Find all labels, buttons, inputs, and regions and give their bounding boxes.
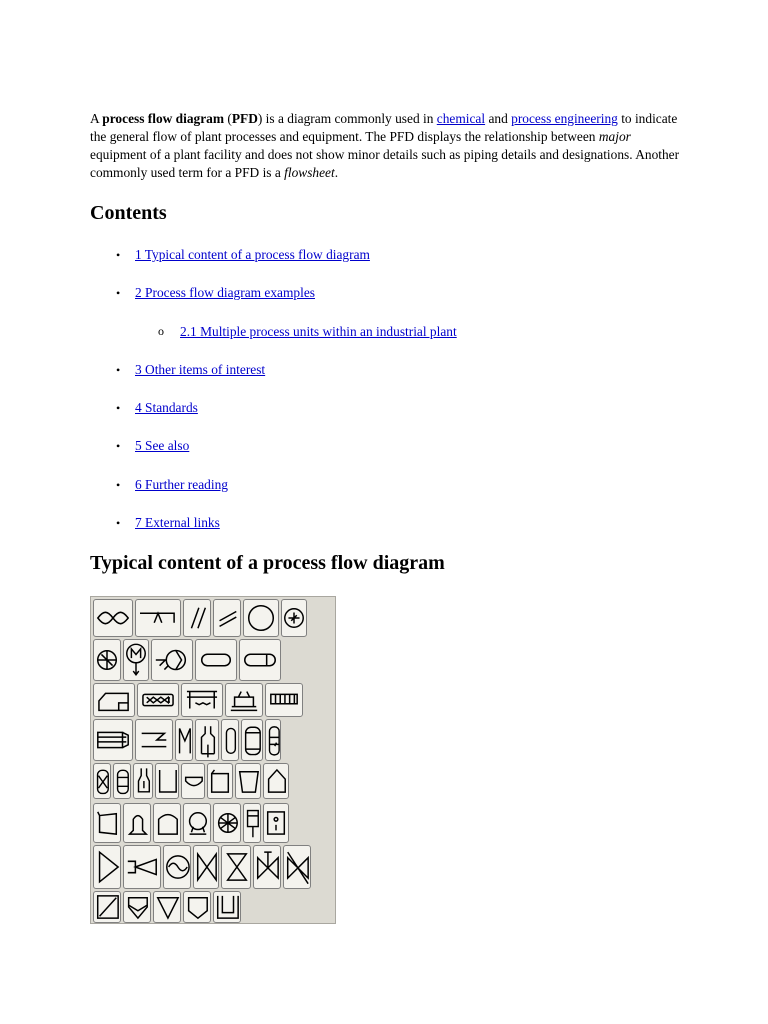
toc-link[interactable]: 7 External links (135, 515, 220, 531)
palette-symbol-21[interactable] (221, 719, 239, 761)
palette-symbol-33[interactable] (123, 803, 151, 843)
palette-symbol-43[interactable] (221, 845, 251, 889)
open-tank-icon (156, 764, 178, 798)
box-tank-icon (208, 764, 232, 798)
sub-bullet: o (158, 323, 164, 338)
palette-symbol-12[interactable] (93, 683, 135, 717)
palette-symbol-26[interactable] (133, 763, 153, 799)
palette-symbol-50[interactable] (213, 891, 241, 923)
toc-item (90, 476, 690, 514)
palette-symbol-22[interactable] (241, 719, 263, 761)
palette-symbol-40[interactable] (123, 845, 161, 889)
term-bold: process flow diagram (102, 111, 225, 126)
palette-symbol-38[interactable] (263, 803, 289, 843)
contents-heading: Contents (90, 202, 167, 224)
bullet: • (116, 248, 121, 262)
emphasis: flowsheet (284, 165, 335, 180)
palette-symbol-24[interactable] (93, 763, 111, 799)
valve-column-icon (244, 804, 260, 842)
double-u-icon (214, 892, 240, 922)
hourglass-icon (222, 846, 250, 888)
toc-item (90, 399, 690, 437)
palette-symbol-5[interactable] (243, 599, 279, 637)
palette-symbol-17[interactable] (93, 719, 133, 761)
toc-item (90, 361, 690, 399)
pill-vessel-icon (94, 764, 110, 798)
shield-icon (124, 892, 150, 922)
emphasis: major (598, 129, 631, 144)
trapezoid-tank-icon (236, 764, 260, 798)
flask-icon (134, 764, 152, 798)
toc-link[interactable]: 3 Other items of interest (135, 361, 266, 377)
palette-symbol-41[interactable] (163, 845, 191, 889)
pump-circle-icon (282, 600, 306, 636)
toc-link[interactable]: 1 Typical content of a process flow diagram (135, 247, 370, 262)
toc-link[interactable]: 5 See also (135, 438, 190, 454)
palette-symbol-27[interactable] (155, 763, 179, 799)
palette-symbol-44[interactable] (253, 845, 281, 889)
tower-icon (242, 720, 262, 760)
link-chemical[interactable]: chemical (436, 111, 486, 126)
toc-item (90, 246, 690, 284)
railcar-icon (226, 684, 262, 716)
intro-text: and (485, 111, 512, 126)
section-heading: Typical content of a process flow diagram (90, 552, 445, 574)
bullet: • (116, 439, 121, 454)
horizontal-drum-icon (196, 640, 236, 680)
palette-symbol-35[interactable] (183, 803, 211, 843)
gate-valve-icon (194, 846, 218, 888)
bullet: • (116, 362, 121, 377)
triangle-icon (94, 846, 120, 888)
intro-text: equipment of a plant facility and does not show minor details such as piping details and designations. Another commonly used term for a PFD is a (90, 147, 680, 180)
butterfly-valve-icon (124, 846, 160, 888)
pfd-symbol-palette (90, 596, 336, 924)
intro-text: to indicate the general flow of plant processes and equipment. The PFD displays the relationship between (90, 111, 678, 144)
bell-tank-icon (124, 804, 150, 842)
toc-link[interactable]: 6 Further reading (135, 476, 228, 492)
palette-symbol-6[interactable] (281, 599, 307, 637)
palette-symbol-11[interactable] (239, 639, 281, 681)
bullet: • (116, 286, 121, 301)
heat-exchanger-icon (138, 684, 178, 716)
double-slash-icon (184, 600, 210, 636)
circle-icon (244, 600, 278, 636)
sine-icon (164, 846, 190, 888)
s-break-icon (214, 600, 240, 636)
toc-subitem (90, 323, 690, 361)
down-triangle-icon (154, 892, 180, 922)
fan-icon (94, 640, 120, 680)
toc-link[interactable]: 2 Process flow diagram examples (135, 285, 315, 301)
filter-icon (266, 684, 302, 716)
intro-text: . (334, 165, 339, 180)
abbr-bold: PFD (231, 111, 258, 126)
mixer-vessel-icon (196, 720, 218, 760)
palette-symbol-15[interactable] (225, 683, 263, 717)
arch-tank-icon (154, 804, 180, 842)
roof-tank-icon (264, 764, 288, 798)
palette-symbol-42[interactable] (193, 845, 219, 889)
palette-symbol-10[interactable] (195, 639, 237, 681)
palette-symbol-14[interactable] (181, 683, 223, 717)
palette-symbol-46[interactable] (93, 891, 121, 923)
truck-icon (94, 684, 134, 716)
motor-icon (124, 640, 148, 680)
palette-symbol-25[interactable] (113, 763, 131, 799)
toc-link[interactable]: 2.1 Multiple process units within an industrial plant (180, 323, 457, 339)
palette-symbol-2[interactable] (135, 599, 181, 637)
palette-symbol-13[interactable] (137, 683, 179, 717)
packed-column-icon (266, 720, 280, 760)
palette-symbol-45[interactable] (283, 845, 311, 889)
intro-paragraph (90, 110, 690, 182)
palette-symbol-48[interactable] (153, 891, 181, 923)
column-icon (176, 720, 192, 760)
palette-symbol-34[interactable] (153, 803, 181, 843)
palette-symbol-47[interactable] (123, 891, 151, 923)
table-of-contents (90, 246, 690, 552)
palette-symbol-7[interactable] (93, 639, 121, 681)
palette-symbol-20[interactable] (195, 719, 219, 761)
pentagon-icon (184, 892, 210, 922)
palette-symbol-28[interactable] (181, 763, 205, 799)
capsule-vessel-icon (222, 720, 238, 760)
dryer-icon (264, 804, 288, 842)
palette-symbol-49[interactable] (183, 891, 211, 923)
pipe-branch-icon (136, 600, 180, 636)
palette-symbol-23[interactable] (265, 719, 281, 761)
toc-item (90, 514, 690, 552)
palette-symbol-32[interactable] (93, 803, 121, 843)
bullet: • (116, 477, 121, 492)
reboiler-icon (136, 720, 172, 760)
intro-text: ( (224, 111, 232, 126)
horizontal-vessel-icon (240, 640, 280, 680)
loop-seal-icon (94, 600, 132, 636)
article (90, 110, 690, 574)
palette-symbol-18[interactable] (135, 719, 173, 761)
palette-symbol-19[interactable] (175, 719, 193, 761)
palette-symbol-39[interactable] (93, 845, 121, 889)
sphere-tank-icon (184, 804, 210, 842)
palette-symbol-16[interactable] (265, 683, 303, 717)
control-valve-icon (254, 846, 280, 888)
palette-symbol-3[interactable] (183, 599, 211, 637)
palette-symbol-1[interactable] (93, 599, 133, 637)
hopper-icon (94, 804, 120, 842)
toc-link[interactable]: 4 Standards (135, 400, 198, 416)
bowl-icon (182, 764, 204, 798)
bullet: • (116, 516, 121, 531)
intro-text: ) is a diagram commonly used in (257, 111, 437, 126)
toc-item (90, 437, 690, 475)
agitator-icon (214, 804, 240, 842)
palette-symbol-8[interactable] (123, 639, 149, 681)
palette-symbol-30[interactable] (235, 763, 261, 799)
palette-symbol-29[interactable] (207, 763, 233, 799)
drum-vessel-icon (114, 764, 130, 798)
cross-valve-icon (284, 846, 310, 888)
palette-symbol-9[interactable] (151, 639, 193, 681)
toc-item (90, 284, 690, 322)
palette-symbol-36[interactable] (213, 803, 241, 843)
palette-symbol-4[interactable] (213, 599, 241, 637)
conveyor-icon (182, 684, 222, 716)
compressor-icon (152, 640, 192, 680)
diagonal-icon (94, 892, 120, 922)
palette-symbol-37[interactable] (243, 803, 261, 843)
intro-text: A (90, 111, 103, 126)
palette-symbol-31[interactable] (263, 763, 289, 799)
link-process-engineering[interactable]: process engineering (511, 111, 618, 126)
plate-exchanger-icon (94, 720, 132, 760)
bullet: • (116, 401, 121, 416)
